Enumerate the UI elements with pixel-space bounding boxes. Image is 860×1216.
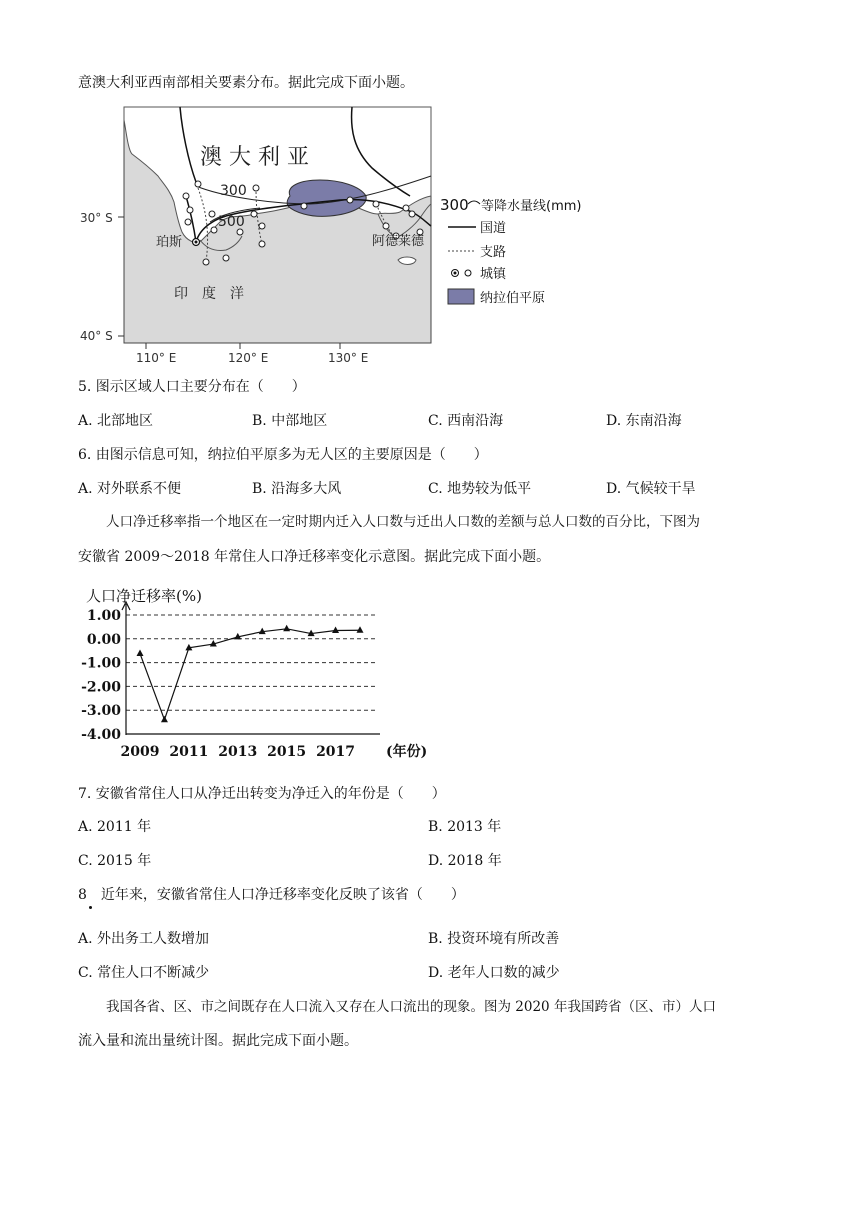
y-tick-label: 1.00 [86,608,121,624]
legend-town: 城镇 [480,267,507,282]
legend-plain: 纳拉伯平原 [480,291,546,306]
legend-town-major-dot [454,272,457,275]
q8-dot-mark [89,906,92,909]
chart-ylabel: 人口净迁移率(%) [86,587,202,605]
lon-110-label: 110° E [136,351,177,365]
x-tick-label: 2013 [218,744,258,760]
y-tick-label: -1.00 [81,655,121,672]
legend-isohyet-num: 300 [440,196,469,214]
perth-dot [195,241,198,244]
q6-option-d[interactable]: D. 气候较干旱 [606,481,696,497]
lat-40-label: 40° S [80,329,113,343]
x-tick-label: 2015 [267,744,307,760]
q6-option-a[interactable]: A. 对外联系不便 [78,481,182,497]
para2-line2: 安徽省 2009～2018 年常住人口净迁移率变化示意图。据此完成下面小题。 [78,549,551,565]
isohyet-300-label: 300 [220,183,247,199]
data-point [357,626,364,633]
q7-option-d[interactable]: D. 2018 年 [428,853,502,869]
y-tick-label: 0.00 [86,631,121,648]
lon-130-label: 130° E [328,351,369,365]
q5-stem: 5. 图示区域人口主要分布在（ ） [78,379,306,395]
chart-xlabel: (年份) [386,744,428,760]
legend-isohyet: 等降水量线(mm) [481,199,582,214]
y-tick-label: -4.00 [81,727,121,743]
q5-option-c[interactable]: C. 西南沿海 [428,413,504,429]
legend-plain-swatch [448,289,474,304]
para3-line2: 流入量和流出量统计图。据此完成下面小题。 [78,1033,358,1049]
data-point [283,625,290,632]
q5-option-b[interactable]: B. 中部地区 [252,413,328,429]
q8-option-c[interactable]: C. 常住人口不断减少 [78,965,210,981]
q8-option-b[interactable]: B. 投资环境有所改善 [428,931,560,947]
q8-option-a[interactable]: A. 外出务工人数增加 [78,931,210,947]
perth-label: 珀斯 [156,235,183,250]
q8-stem: 8 近年来，安徽省常住人口净迁移率变化反映了该省（ ） [78,887,465,903]
x-tick-label: 2017 [316,744,356,760]
para2-line1: 人口净迁移率指一个地区在一定时期内迁入人口数与迁出人口数的差额与总人口数的百分比，下图为 [106,514,700,530]
series-line [140,629,360,720]
australia-map [0,100,860,390]
q6-option-b[interactable]: B. 沿海多大风 [252,481,342,497]
legend-branch-road: 支路 [480,245,507,260]
map-legend [440,196,581,306]
legend-national-road: 国道 [480,221,507,236]
para3-line1: 我国各省、区、市之间既存在人口流入又存在人口流出的现象。图为 2020 年我国跨省（区、市）人口 [106,999,716,1015]
adelaide-label: 阿德莱德 [372,234,425,249]
lon-120-label: 120° E [228,351,269,365]
legend-isohyet-line [468,201,480,204]
map-title: 澳大利亚 [200,145,317,170]
isohyet-500-label: 500 [218,214,245,230]
q5-option-d[interactable]: D. 东南沿海 [606,413,682,429]
x-tick-label: 2009 [120,744,160,760]
data-point [137,650,144,657]
data-point [332,626,339,633]
data-point [161,716,168,723]
ocean-label: 印 度 洋 [174,286,244,302]
q7-stem: 7. 安徽省常住人口从净迁出转变为净迁入的年份是（ ） [78,786,446,802]
y-tick-label: -3.00 [81,703,121,720]
q8-option-d[interactable]: D. 老年人口数的减少 [428,965,560,981]
q6-option-c[interactable]: C. 地势较为低平 [428,481,532,497]
intro-line: 意澳大利亚西南部相关要素分布。据此完成下面小题。 [78,75,414,91]
legend-town-minor [465,270,471,276]
q6-stem: 6. 由图示信息可知，纳拉伯平原多为无人区的主要原因是（ ） [78,447,488,463]
q5-option-a[interactable]: A. 北部地区 [78,413,154,429]
migration-rate-chart [0,580,860,770]
x-tick-label: 2011 [169,744,209,760]
q7-option-a[interactable]: A. 2011 年 [78,819,152,835]
y-tick-label: -2.00 [81,679,121,696]
q7-option-b[interactable]: B. 2013 年 [428,819,502,835]
lat-30-label: 30° S [80,211,113,225]
q7-option-c[interactable]: C. 2015 年 [78,853,152,869]
